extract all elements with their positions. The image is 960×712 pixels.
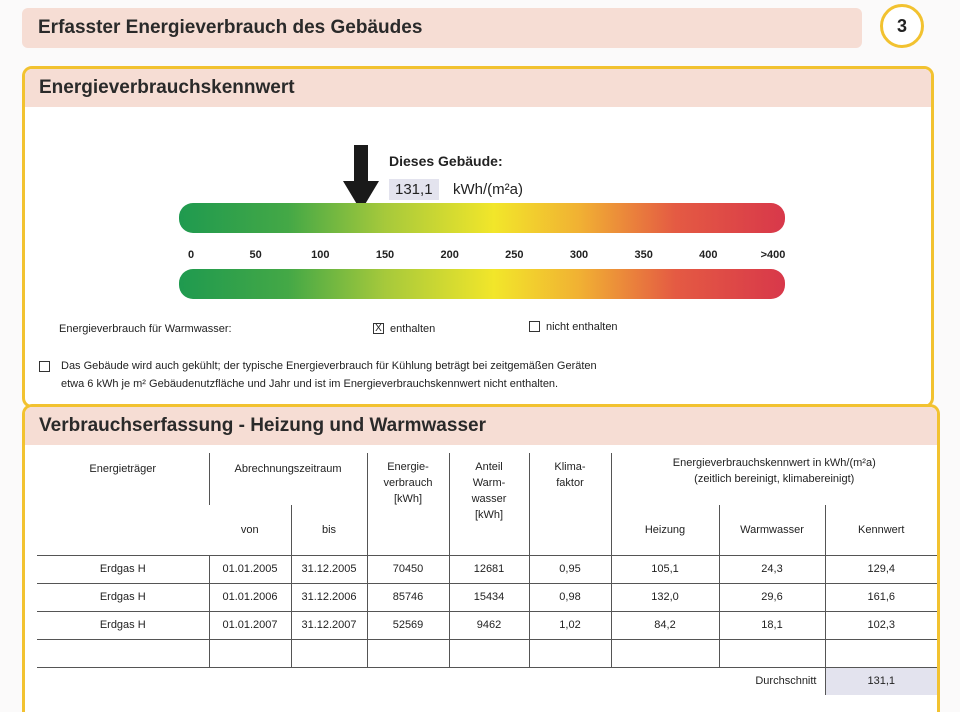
header-bis: bis [291,505,367,555]
cell: Erdgas H [37,583,209,611]
cell: 161,6 [825,583,937,611]
scale-tick-label: 250 [505,249,524,261]
cell: 12681 [449,555,529,583]
scale-bar-bottom [179,269,785,299]
included-label: enthalten [390,323,436,335]
scale-tick-label: 350 [634,249,653,261]
cell: 01.01.2005 [209,555,291,583]
cell: 01.01.2007 [209,611,291,639]
header-energie: Energie- verbrauch [kWh] [367,453,449,555]
cell: Erdgas H [37,555,209,583]
cell [367,639,449,667]
cell: 84,2 [611,611,719,639]
cell: 85746 [367,583,449,611]
table-row [37,555,937,583]
header-anteil: Anteil Warm- wasser [kWh] [449,453,529,555]
header-kennwert: Kennwert [825,505,937,555]
cooling-note [39,357,799,393]
cell: 31.12.2006 [291,583,367,611]
cooling-note-line1: Das Gebäude wird auch gekühlt; der typische Energieverbrauch für Kühlung beträgt bei zeitgemäßen Geräten [61,360,597,372]
cell: 31.12.2007 [291,611,367,639]
cell: 105,1 [611,555,719,583]
scale-tick-label: 300 [569,249,589,261]
header-warmwasser: Warmwasser [719,505,825,555]
cooling-checkbox[interactable] [39,361,50,372]
cell [719,639,825,667]
average-value: 131,1 [825,667,937,695]
verbrauch-section-title: Verbrauchserfassung - Heizung und Warmwasser [39,415,486,436]
scale-tick-label: 50 [249,249,262,261]
header-von: von [240,523,259,536]
table-row [37,583,937,611]
not-included-checkbox[interactable] [529,321,540,332]
verbrauch-section [22,404,940,712]
cell: 70450 [367,555,449,583]
kennwert-section-title: Energieverbrauchskennwert [39,77,295,98]
cell: 1,02 [529,611,611,639]
cell [291,639,367,667]
warmwater-label: Energieverbrauch für Warmwasser: [59,323,232,335]
header-heizung: Heizung [611,505,719,555]
consumption-table [37,453,937,695]
cell: 18,1 [719,611,825,639]
cell: 24,3 [719,555,825,583]
cell: 29,6 [719,583,825,611]
header-zeitraum: Abrechnungszeitraum [209,453,367,505]
cell [825,639,937,667]
cell: 52569 [367,611,449,639]
scale-tick-label: 100 [311,249,330,261]
verbrauch-section-header [25,407,937,445]
cell [37,639,209,667]
cell [611,639,719,667]
building-value: 131,1 [389,179,439,200]
average-label: Durchschnitt [37,667,825,695]
cell [449,639,529,667]
cell: 129,4 [825,555,937,583]
page-header [22,8,862,48]
page-number-badge: 3 [880,4,924,48]
cell: 102,3 [825,611,937,639]
scale-bar-top [179,203,785,233]
cell: 9462 [449,611,529,639]
included-checkbox[interactable]: X [373,323,384,334]
kennwert-section-header [25,69,931,107]
cell: 0,95 [529,555,611,583]
cell: Erdgas H [37,611,209,639]
cooling-note-line2: etwa 6 kWh je m² Gebäudenutzfläche und Jahr und ist im Energieverbrauchskennwert nicht enthalten. [61,378,559,390]
building-value-unit: kWh/(m²a) [453,181,523,198]
table-row [37,639,937,667]
scale-tick-label: 150 [375,249,395,261]
cell: 31.12.2005 [291,555,367,583]
cell: 01.01.2006 [209,583,291,611]
cell [529,639,611,667]
option-included[interactable] [373,323,435,335]
building-label: Dieses Gebäude: [389,153,503,169]
header-klima: Klima- faktor [529,453,611,555]
table-row [37,611,937,639]
cell: 132,0 [611,583,719,611]
kennwert-section [22,66,934,408]
cell [209,639,291,667]
scale-tick-label: >400 [760,249,786,261]
building-indicator-arrow-icon [343,145,379,211]
scale-tick-label: 0 [187,249,195,261]
header-kennwert-group: Energieverbrauchskennwert in kWh/(m²a) (zeitlich bereinigt, klimabereinigt) [611,453,937,505]
cell: 0,98 [529,583,611,611]
average-row [37,667,937,695]
cell: 15434 [449,583,529,611]
header-traeger: Energieträger [89,463,157,475]
scale-tick-label: 400 [699,249,718,261]
option-not-included[interactable] [529,321,618,333]
page-title: Erfasster Energieverbrauch des Gebäudes [38,17,423,38]
scale-tick-label: 200 [440,249,459,261]
not-included-label: nicht enthalten [546,321,618,333]
